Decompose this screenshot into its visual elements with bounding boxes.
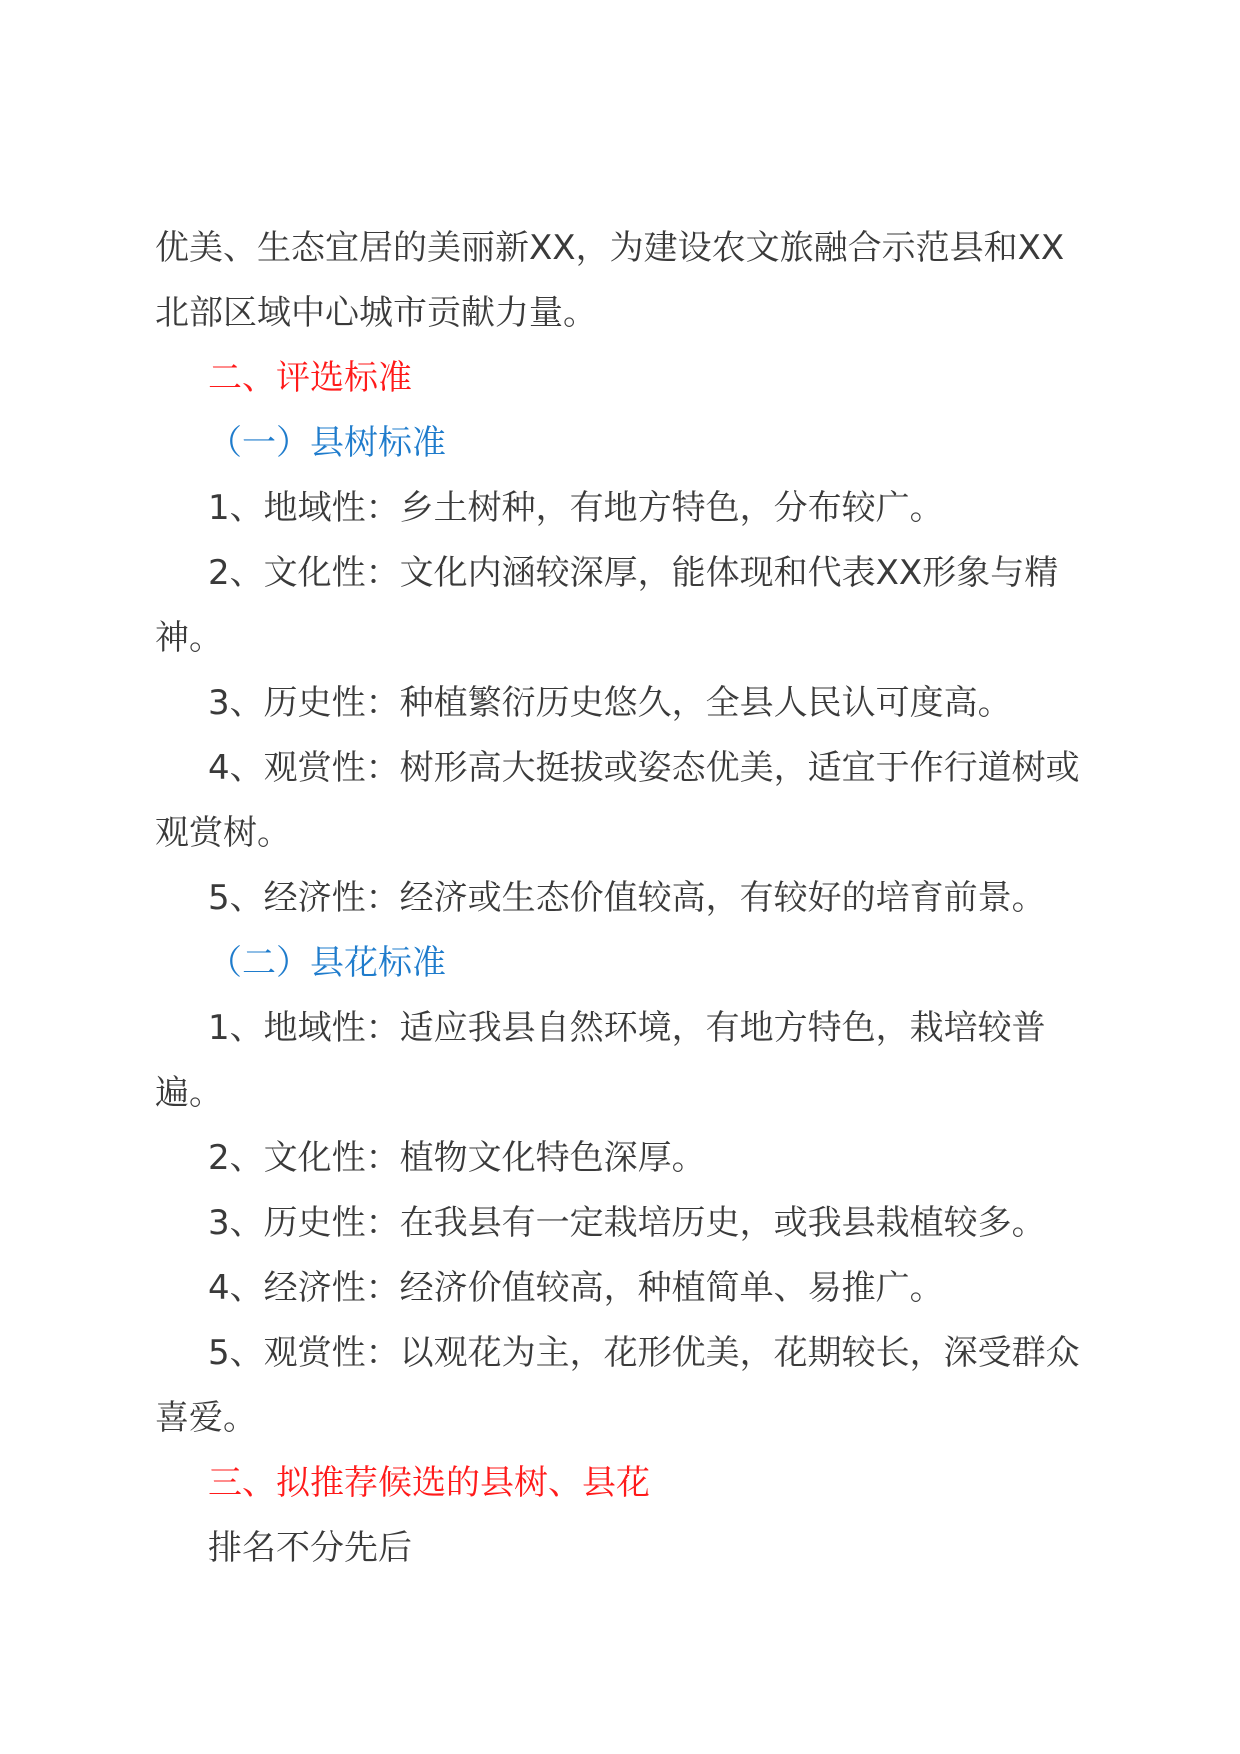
tree-standard-heading: （一）县树标准 <box>208 423 446 463</box>
flower-criterion-ornamental: 5、观赏性：以观花为主，花形优美，花期较长，深受群众喜爱。 <box>155 1333 1080 1438</box>
tree-criterion-cultural: 2、文化性：文化内涵较深厚，能体现和代表XX形象与精神。 <box>155 553 1059 658</box>
tree-criterion-regional: 1、地域性：乡土树种，有地方特色，分布较广。 <box>208 488 944 528</box>
flower-standard-heading: （二）县花标准 <box>208 943 446 983</box>
document-body <box>155 216 1085 1581</box>
flower-criterion-historical: 3、历史性：在我县有一定栽培历史，或我县栽植较多。 <box>208 1203 1046 1243</box>
tree-criterion-economic: 5、经济性：经济或生态价值较高，有较好的培育前景。 <box>208 878 1046 918</box>
tree-criterion-historical: 3、历史性：种植繁衍历史悠久，全县人民认可度高。 <box>208 683 1012 723</box>
flower-criterion-cultural: 2、文化性：植物文化特色深厚。 <box>208 1138 706 1178</box>
flower-criterion-regional: 1、地域性：适应我县自然环境，有地方特色，栽培较普遍。 <box>155 1008 1046 1113</box>
flower-criterion-economic: 4、经济性：经济价值较高，种植简单、易推广。 <box>208 1268 944 1308</box>
ranking-note: 排名不分先后 <box>208 1528 412 1568</box>
tree-criterion-ornamental: 4、观赏性：树形高大挺拔或姿态优美，适宜于作行道树或观赏树。 <box>155 748 1080 853</box>
section-3-heading: 三、拟推荐候选的县树、县花 <box>208 1463 650 1503</box>
section-2-heading: 二、评选标准 <box>208 358 412 398</box>
intro-continuation-paragraph: 优美、生态宜居的美丽新XX，为建设农文旅融合示范县和XX北部区域中心城市贡献力量。 <box>155 228 1065 333</box>
